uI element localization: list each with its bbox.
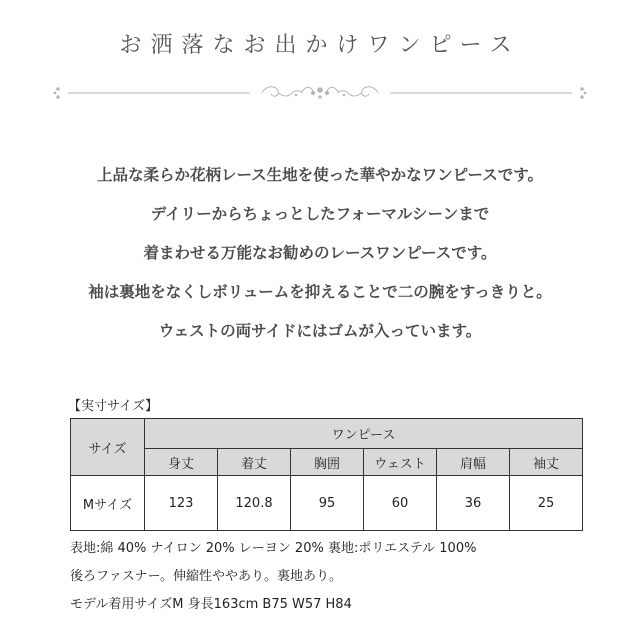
table-cell: 95	[291, 476, 364, 531]
table-cell: 36	[437, 476, 510, 531]
page-title: お洒落なお出かけワンピース	[119, 33, 521, 58]
column-header: 身丈	[145, 449, 218, 476]
feature-note: 後ろファスナー。伸縮性ややあり。裏地あり。	[70, 569, 342, 584]
description-line: 袖は裏地をなくしボリュームを抑えることで二の腕をすっきりと。	[88, 282, 552, 301]
product-notes	[70, 535, 583, 619]
table-cell: 25	[510, 476, 583, 531]
description-line: 上品な柔らか花柄レース生地を使った華やかなワンピースです。	[96, 165, 544, 184]
description-line: ウェストの両サイドにはゴムが入っています。	[158, 321, 482, 340]
product-description	[0, 155, 640, 350]
table-header-row	[71, 449, 583, 476]
size-column-header: サイズ	[71, 419, 145, 476]
table-header-row	[71, 419, 583, 449]
description-line: デイリーからちょっとしたフォーマルシーンまで	[150, 204, 490, 223]
column-header: 肩幅	[437, 449, 510, 476]
model-note: モデル着用サイズM 身長163cm B75 W57 H84	[70, 597, 352, 612]
column-header: 袖丈	[510, 449, 583, 476]
size-section	[70, 396, 583, 619]
description-line: 着まわせる万能なお勧めのレースワンピースです。	[143, 243, 497, 262]
table-cell: 120.8	[218, 476, 291, 531]
size-row-label: Mサイズ	[71, 476, 145, 531]
size-heading: 【実寸サイズ】	[68, 399, 158, 414]
decorative-divider	[0, 78, 640, 108]
material-note: 表地:綿 40% ナイロン 20% レーヨン 20% 裏地:ポリエステル 100%	[70, 541, 477, 556]
size-table	[70, 418, 583, 531]
column-header: ウェスト	[364, 449, 437, 476]
garment-group-header: ワンピース	[145, 419, 583, 449]
column-header: 着丈	[218, 449, 291, 476]
column-header: 胸囲	[291, 449, 364, 476]
table-cell: 123	[145, 476, 218, 531]
table-cell: 60	[364, 476, 437, 531]
table-row	[71, 476, 583, 531]
